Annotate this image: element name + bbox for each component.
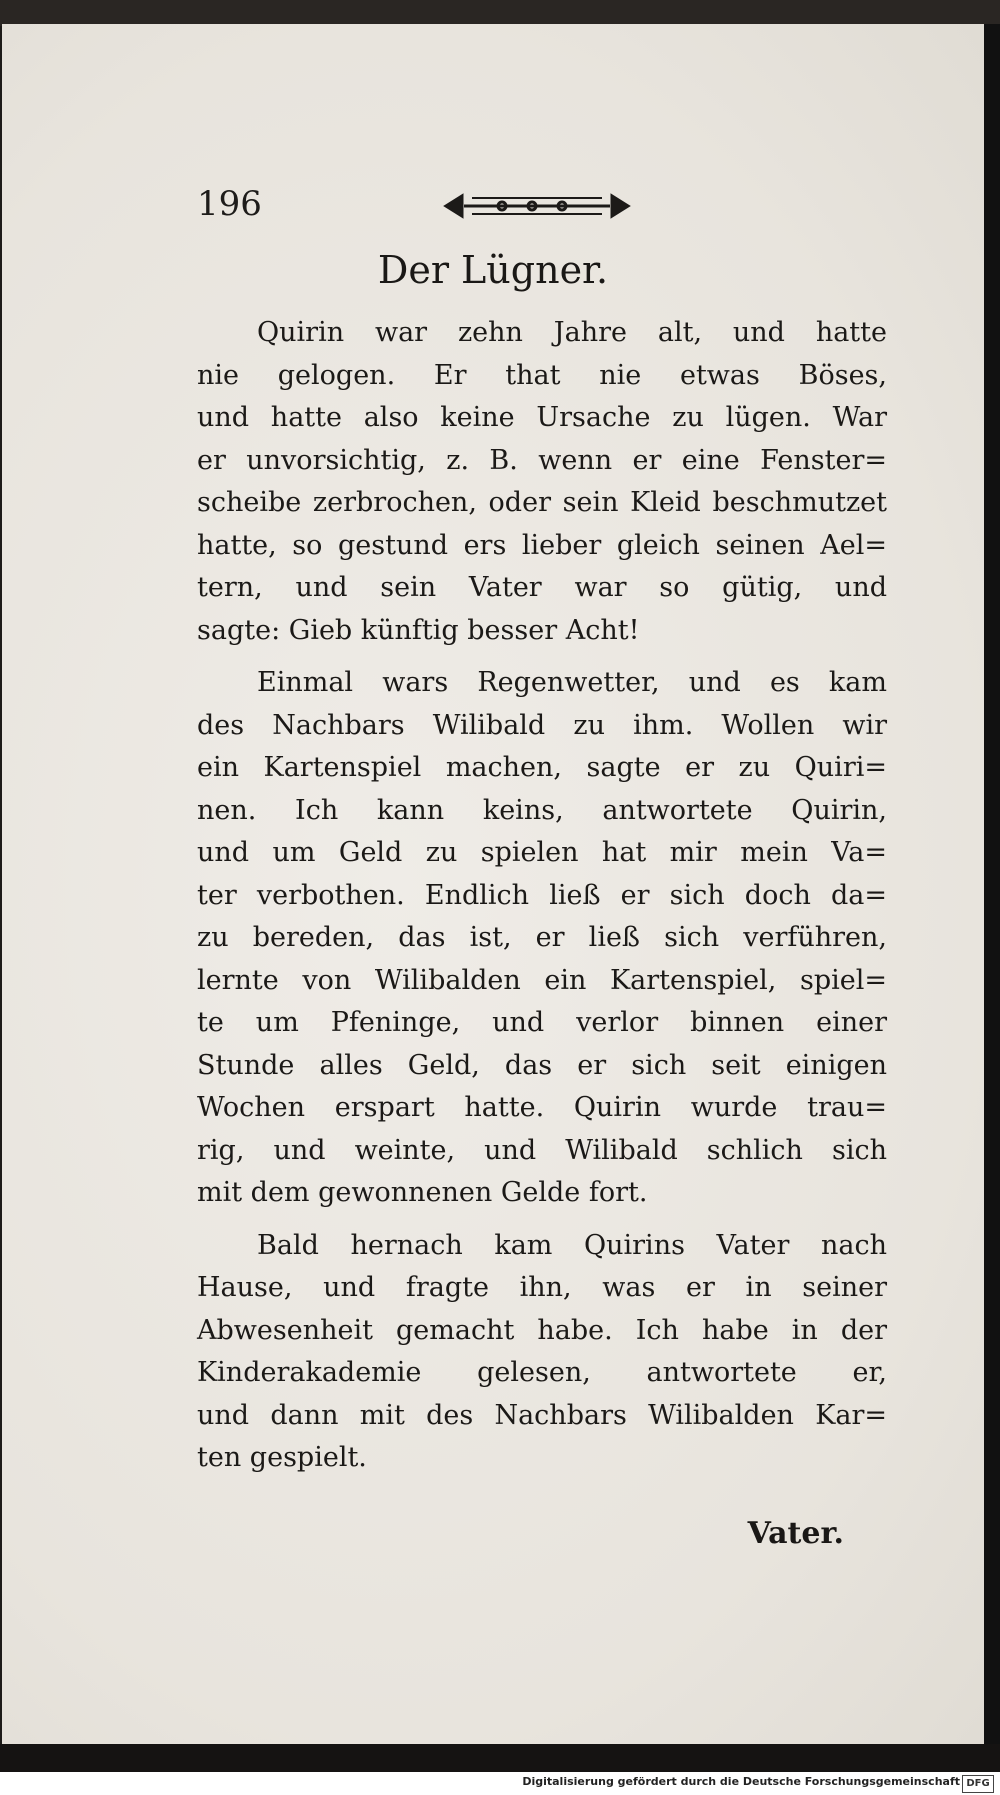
text-line: Bald hernach kam Quirins Vater nach	[257, 1229, 887, 1261]
body-text	[197, 312, 887, 1490]
text-line: ein Kartenspiel machen, sagte er zu Quiri=	[197, 752, 887, 783]
text-line: te um Pfeninge, und verlor binnen einer	[197, 1007, 887, 1038]
text-line: Wochen erspart hatte. Quirin wurde trau=	[197, 1092, 887, 1123]
text-line: und um Geld zu spielen hat mir mein Va=	[197, 837, 887, 868]
text-line: scheibe zerbrochen, oder sein Kleid beschmutzet	[197, 487, 887, 518]
funding-note: Digitalisierung gefördert durch die Deutsche Forschungsgemeinschaft	[522, 1775, 960, 1788]
scan-right-border	[984, 24, 1000, 1744]
page-number: 196	[197, 184, 262, 224]
text-line: rig, und weinte, und Wilibald schlich sich	[197, 1134, 887, 1166]
text-line: ter verbothen. Endlich ließ er sich doch da=	[197, 879, 887, 911]
scan-top-border	[0, 0, 1000, 26]
book-page	[2, 24, 984, 1744]
text-line: Quirin war zehn Jahre alt, und hatte	[257, 317, 887, 348]
text-line: und hatte also keine Ursache zu lügen. War	[197, 402, 887, 433]
text-line: des Nachbars Wilibald zu ihm. Wollen wir	[197, 709, 887, 741]
text-line: mit dem gewonnenen Gelde fort.	[197, 1177, 648, 1208]
paragraph-3	[197, 1225, 887, 1480]
text-line: zu bereden, das ist, er ließ sich verführen,	[197, 922, 887, 953]
text-line: hatte, so gestund ers lieber gleich seinen Ael=	[197, 529, 887, 561]
text-line: Einmal wars Regenwetter, und es kam	[257, 667, 887, 698]
text-line: sagte: Gieb künftig besser Acht!	[197, 614, 640, 646]
text-line: und dann mit des Nachbars Wilibalden Kar=	[197, 1399, 887, 1431]
text-line: lernte von Wilibalden ein Kartenspiel, spiel=	[197, 964, 887, 996]
text-line: Hause, und fragte ihn, was er in seiner	[197, 1272, 887, 1303]
text-line: tern, und sein Vater war so gütig, und	[197, 572, 887, 603]
text-line: er unvorsichtig, z. B. wenn er eine Fenster=	[197, 444, 887, 476]
text-line: Stunde alles Geld, das er sich seit einigen	[197, 1049, 887, 1081]
text-line: ten gespielt.	[197, 1442, 367, 1473]
dfg-logo: DFG	[962, 1775, 994, 1793]
paragraph-1	[197, 312, 887, 652]
text-line: nie gelogen. Er that nie etwas Böses,	[197, 359, 887, 391]
chapter-title: Der Lügner.	[377, 248, 609, 292]
ornament-divider-icon	[442, 188, 632, 224]
signature: Vater.	[747, 1516, 844, 1551]
text-line: nen. Ich kann keins, antwortete Quirin,	[197, 794, 887, 826]
paragraph-2	[197, 662, 887, 1215]
text-line: Abwesenheit gemacht habe. Ich habe in der	[197, 1314, 887, 1346]
text-line: Kinderakademie gelesen, antwortete er,	[197, 1357, 887, 1388]
